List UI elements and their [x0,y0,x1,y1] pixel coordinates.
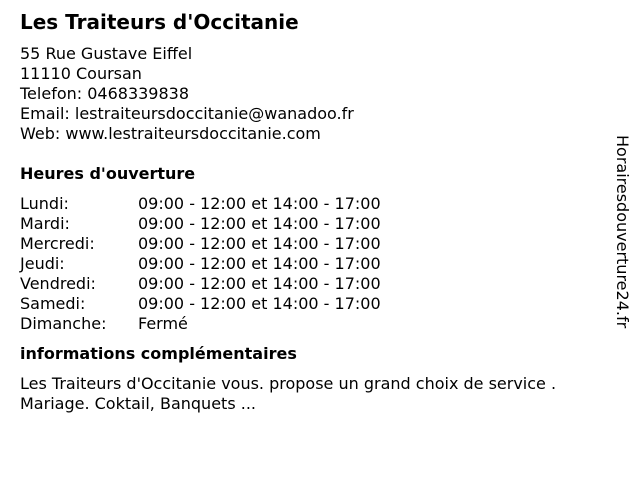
hours-row-lundi [20,194,605,214]
business-card [20,10,605,414]
hours-row-samedi [20,294,605,314]
day-label: Dimanche: [20,314,107,333]
email-address: Email: lestraiteursdoccitanie@wanadoo.fr [20,104,354,123]
day-label: Vendredi: [20,274,96,293]
day-label: Samedi: [20,294,86,313]
hours-row-vendredi [20,274,605,294]
day-hours: 09:00 - 12:00 et 14:00 - 17:00 [138,294,381,313]
opening-hours-heading: Heures d'ouverture [20,164,196,183]
hours-row-dimanche [20,314,605,334]
street-address: 55 Rue Gustave Eiffel [20,44,193,63]
phone-number: Telefon: 0468339838 [20,84,190,103]
day-label: Mercredi: [20,234,95,253]
day-label: Jeudi: [20,254,65,273]
day-hours: 09:00 - 12:00 et 14:00 - 17:00 [138,254,381,273]
address-block [20,44,605,144]
site-watermark: Horairesdouverture24.fr [613,135,632,329]
additional-info-text: Les Traiteurs d'Occitanie vous. propose un grand choix de service . Mariage. Coktail, Banquets ... [20,374,557,413]
hours-row-jeudi [20,254,605,274]
hours-row-mardi [20,214,605,234]
day-label: Mardi: [20,214,70,233]
additional-info-heading: informations complémentaires [20,344,297,363]
city-postcode: 11110 Coursan [20,64,142,83]
day-hours: Fermé [138,314,188,333]
hours-row-mercredi [20,234,605,254]
day-hours: 09:00 - 12:00 et 14:00 - 17:00 [138,194,381,213]
website: Web: www.lestraiteursdoccitanie.com [20,124,321,143]
opening-hours-table [20,194,605,334]
business-name: Les Traiteurs d'Occitanie [20,10,299,34]
day-hours: 09:00 - 12:00 et 14:00 - 17:00 [138,274,381,293]
day-hours: 09:00 - 12:00 et 14:00 - 17:00 [138,214,381,233]
day-label: Lundi: [20,194,69,213]
day-hours: 09:00 - 12:00 et 14:00 - 17:00 [138,234,381,253]
